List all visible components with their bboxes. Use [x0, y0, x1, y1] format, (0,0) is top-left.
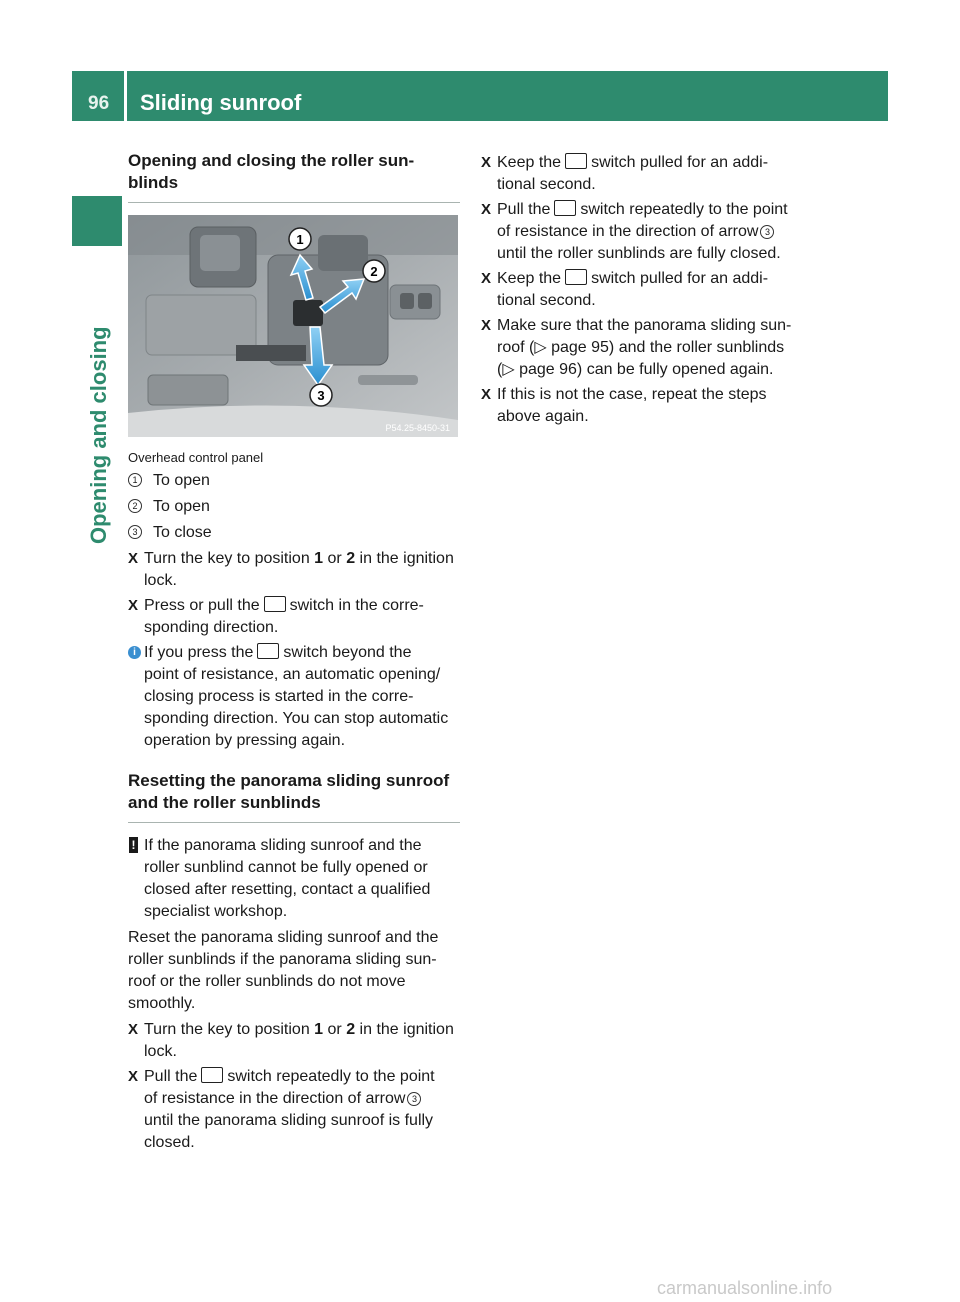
- callout-1: 1: [296, 232, 304, 247]
- instruction-step: X Press or pull the switch in the corre- sponding direction.: [128, 597, 424, 636]
- side-section-label: [86, 326, 111, 568]
- page-number-box: [72, 71, 124, 121]
- heading-rule: [128, 822, 460, 823]
- instruction-step: X Make sure that the panorama sliding sun- roof (▷ page 95) and the roller sunblinds (▷ page 96) can be fully opened again.: [481, 317, 792, 378]
- info-icon: i: [128, 646, 141, 659]
- switch-icon: [201, 1067, 223, 1083]
- image-code: P54.25-8450-31: [385, 423, 450, 433]
- switch-icon: [264, 596, 286, 612]
- step-marker-icon: X: [481, 154, 492, 171]
- page-ref-icon: ▷: [534, 339, 552, 356]
- instruction-step: X Turn the key to position 1 or 2 in the ignition lock.: [128, 1021, 454, 1060]
- right-column: [481, 150, 816, 431]
- step-marker-icon: X: [481, 386, 492, 403]
- switch-icon: [257, 643, 279, 659]
- section-heading-resetting: Resetting the panorama sliding sunroof and the roller sunblinds: [128, 771, 450, 812]
- page-title: Sliding sunroof: [140, 90, 302, 115]
- legend-text: To open: [153, 498, 210, 515]
- step-marker-icon: X: [481, 270, 492, 287]
- page-number: 96: [88, 93, 110, 114]
- step-marker-icon: X: [481, 201, 492, 218]
- step-marker-icon: X: [128, 550, 139, 567]
- legend-number: 3: [128, 525, 142, 539]
- side-section-text: Opening and closing: [86, 326, 111, 544]
- step-marker-icon: X: [128, 1021, 139, 1038]
- step-marker-icon: X: [128, 597, 139, 614]
- instruction-step: X Keep the switch pulled for an addi- tional second.: [481, 270, 769, 309]
- page-ref-link[interactable]: page 96) can be fully opened again.: [519, 361, 774, 378]
- section-heading-roller-sunblinds: Opening and closing the roller sun- blinds: [128, 151, 415, 192]
- callout-3: 3: [317, 388, 325, 403]
- warning-icon: !: [129, 837, 138, 853]
- instruction-step: X If this is not the case, repeat the steps above again.: [481, 386, 767, 425]
- side-tab-block: [72, 196, 122, 246]
- overhead-control-panel-photo: [128, 215, 458, 437]
- page-ref-icon: ▷: [502, 361, 520, 378]
- instruction-step: X Turn the key to position 1 or 2 in the ignition lock.: [128, 550, 454, 589]
- legend-item: [128, 496, 460, 518]
- figure-caption: Overhead control panel: [128, 450, 264, 465]
- step-marker-icon: X: [128, 1068, 139, 1085]
- header-divider: [124, 71, 127, 121]
- instruction-step: X Pull the switch repeatedly to the point of resistance in the direction of arrow 3 until the roller sunblinds are fully closed.: [481, 201, 788, 262]
- switch-icon: [554, 200, 576, 216]
- legend-text: To open: [153, 472, 210, 489]
- watermark: carmanualsonline.info: [657, 1278, 833, 1298]
- legend-text: To close: [153, 524, 212, 541]
- page-header: [72, 71, 888, 121]
- instruction-step: X Keep the switch pulled for an addi- tional second.: [481, 154, 769, 193]
- left-column: [128, 150, 460, 1157]
- step-marker-icon: X: [481, 317, 492, 334]
- page-ref-link[interactable]: page 95) and the roller sunblinds: [551, 339, 785, 356]
- switch-icon: [565, 153, 587, 169]
- arrow-number: 3: [407, 1092, 421, 1106]
- legend-item: [128, 522, 460, 544]
- callout-2: 2: [370, 264, 378, 279]
- heading-rule: [128, 202, 460, 203]
- body-paragraph: Reset the panorama sliding sunroof and the roller sunblinds if the panorama sliding sun- roof or the roller sunblinds do not move smoothly.: [128, 929, 439, 1012]
- info-note: i If you press the switch beyond the point of resistance, an automatic opening/ closing process is started in the corre- sponding direction. You can stop automatic operation by pressing again.: [128, 642, 460, 752]
- instruction-step: X Pull the switch repeatedly to the point of resistance in the direction of arrow 3 until the panorama sliding sunroof is fully closed.: [128, 1068, 435, 1151]
- switch-icon: [565, 269, 587, 285]
- warning-note: ! If the panorama sliding sunroof and the roller sunblind cannot be fully opened or closed after resetting, contact a qualified specialist workshop.: [128, 835, 460, 923]
- legend-item: [128, 470, 460, 492]
- arrow-number: 3: [760, 225, 774, 239]
- legend-number: 2: [128, 499, 142, 513]
- legend-number: 1: [128, 473, 142, 487]
